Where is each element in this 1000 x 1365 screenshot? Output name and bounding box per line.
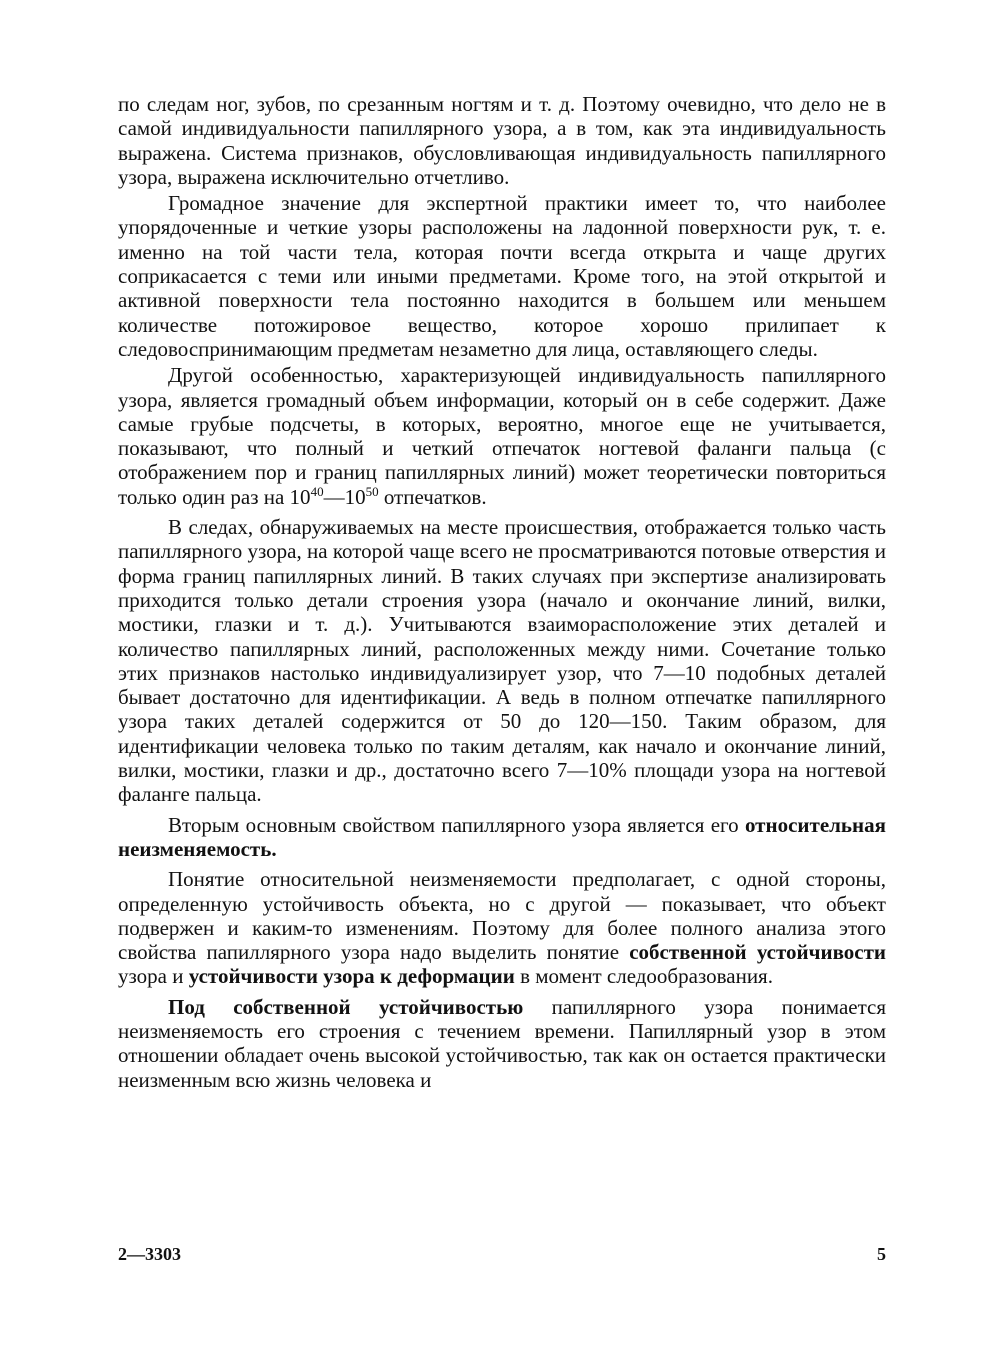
paragraph-5: [118, 813, 886, 862]
paragraph-3-text: Другой особенностью, характеризующей индивидуальность папиллярного узора, является громадный объем информации, который он в себе содержит. Даже самые грубые подсчеты, в которых, вероятно, многое еще не учитывается, показывают, что полный и четкий отпечаток ногтевой фаланги пальца (с отображением пор и границ папиллярных линий) может теоретически повториться только один раз на 10: [118, 363, 886, 509]
paragraph-3: [118, 363, 886, 509]
printer-signature: 2—3303: [118, 1244, 181, 1264]
paragraph-3-range: —10: [323, 484, 366, 509]
term-under-own-stability: Под собственной устойчивостью: [168, 994, 524, 1019]
page-number: 5: [877, 1244, 886, 1264]
paragraph-3-tail: отпечатков.: [378, 484, 487, 509]
paragraph-6-mid: узора и: [118, 964, 189, 989]
paragraph-6: [118, 867, 886, 988]
paragraph-1: по следам ног, зубов, по срезанным ногтям и т. д. Поэтому очевидно, что дело не в самой индивидуальности папиллярного узора, а в том, как эта индивидуальность выражена. Система признаков, обусловливающая индивидуальность папиллярного узора, выражена исключительно отчетливо.: [118, 92, 886, 189]
term-deformation-stability: устойчивости узора к деформации: [188, 964, 515, 989]
paragraph-6-text: Понятие относительной неизменяемости предполагает, с одной стороны, определенную устойчивость объекта, но с другой — показывает, что объект подвержен и каким-то изменениям. Поэтому для более полного анализа этого свойства папиллярного узора надо выделить понятие: [118, 867, 886, 965]
exponent-50: 50: [365, 483, 379, 499]
term-relative-invariance: относительная неизменяемость.: [118, 812, 886, 861]
exponent-40: 40: [310, 483, 324, 499]
paragraph-7-text: папиллярного узора понимается неизменяемость его строения с течением времени. Папиллярный узор в этом отношении обладает очень высокой устойчивостью, так как он остается практически неизменным всю жизнь человека и: [118, 994, 886, 1092]
paragraph-6-tail: в момент следообразования.: [514, 964, 773, 989]
page-body: [118, 92, 886, 1092]
paragraph-4: В следах, обнаруживаемых на месте происшествия, отображается только часть папиллярного узора, на которой чаще всего не просматриваются потовые отверстия и форма границ папиллярных линий. В таких случаях при экспертизе анализировать приходится только детали строения узора (начало и окончание линий, вилки, мостики, глазки и т. д.). Учитываются взаиморасположение этих деталей и количество папиллярных линий, расположенных между ними. Сочетание только этих признаков настолько индивидуализирует узор, что 7—10 подобных деталей бывает достаточно для идентификации. А ведь в полном отпечатке папиллярного узора таких деталей содержится от 50 до 120—150. Таким образом, для идентификации человека только по таким деталям, как начало и окончание линий, вилки, мостики, глазки и др., достаточно всего 7—10% площади узора на ногтевой фаланге пальца.: [118, 515, 886, 807]
paragraph-5-text: Вторым основным свойством папиллярного узора является его: [168, 812, 745, 837]
paragraph-7: [118, 995, 886, 1092]
paragraph-2: Громадное значение для экспертной практики имеет то, что наиболее упорядоченные и четкие узоры расположены на ладонной поверхности рук, т. е. именно на той части тела, которая почти всегда открыта и чаще других соприкасается с теми или иными предметами. Кроме того, на этой открытой и активной поверхности тела постоянно находится в большем или меньшем количестве потожировое вещество, которое хорошо прилипает к следовоспринимающим предметам незаметно для лица, оставляющего следы.: [118, 191, 886, 361]
term-own-stability: собственной устойчивости: [629, 940, 887, 965]
